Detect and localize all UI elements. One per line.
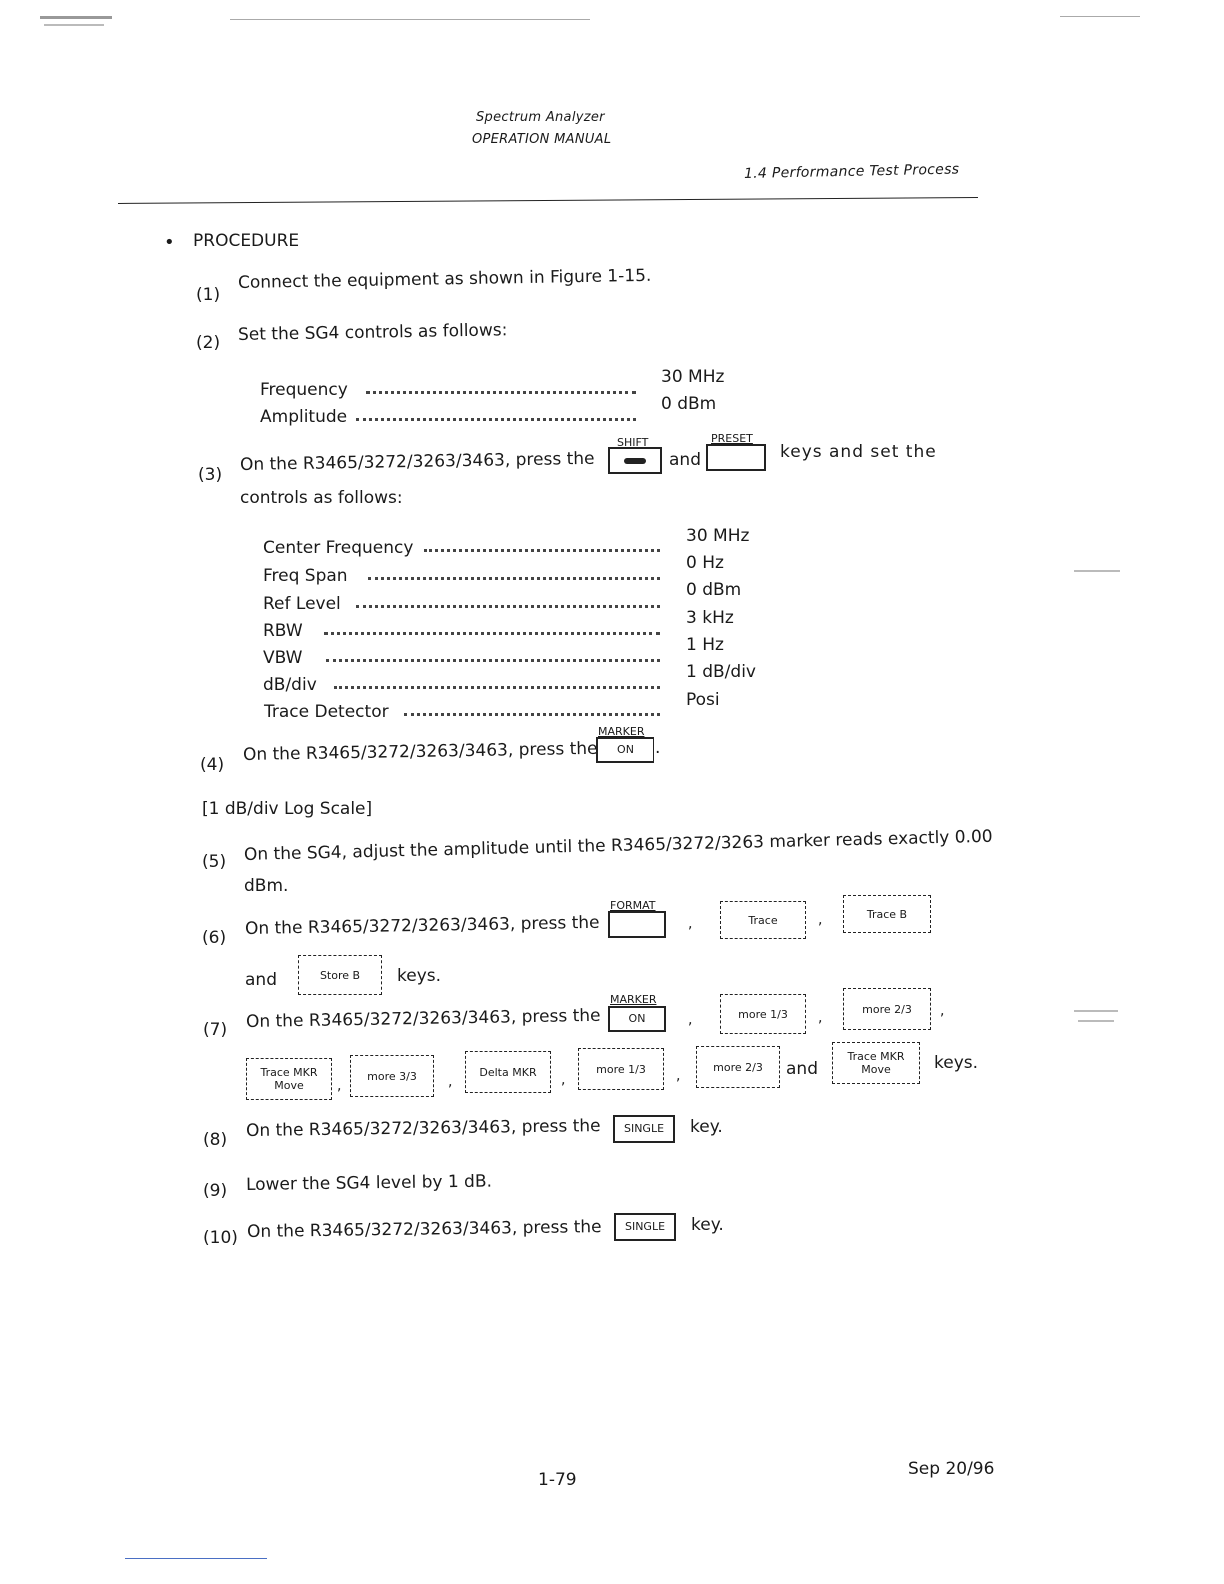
page-number: 1-79 xyxy=(538,1470,577,1490)
step-text: keys. xyxy=(397,966,442,986)
key-label: MARKER xyxy=(598,725,645,738)
step-text: Lower the SG4 level by 1 dB. xyxy=(245,1171,493,1195)
step-number: (3) xyxy=(198,465,223,485)
comma: , xyxy=(818,912,823,928)
shift-key[interactable] xyxy=(608,447,662,474)
step-number: (8) xyxy=(203,1130,228,1150)
setting-label: Frequency xyxy=(260,380,348,400)
softkey-trace-mkr-move[interactable] xyxy=(832,1042,920,1084)
key-label: MARKER xyxy=(610,993,657,1006)
setting-value: 0 dBm xyxy=(686,580,742,600)
setting-label: Center Frequency xyxy=(263,538,414,558)
setting-value: 0 dBm xyxy=(661,394,717,414)
softkey-label: Trace MKR xyxy=(260,1066,318,1079)
procedure-heading: PROCEDURE xyxy=(193,231,300,251)
softkey-trace-mkr-move[interactable] xyxy=(246,1058,332,1100)
setting-value: 1 dB/div xyxy=(686,662,756,682)
setting-label: dB/div xyxy=(263,675,317,695)
scan-noise xyxy=(230,19,590,20)
setting-value: 3 kHz xyxy=(686,608,734,628)
step-text: key. xyxy=(691,1215,724,1235)
step-text: Connect the equipment as shown in Figure 1-15. xyxy=(237,265,652,293)
comma: , xyxy=(940,1003,945,1019)
scan-noise xyxy=(1074,1010,1118,1012)
softkey-label: Move xyxy=(274,1079,304,1092)
step-number: (6) xyxy=(202,928,227,948)
softkey-more-1-3[interactable]: more 1/3 xyxy=(720,994,806,1034)
comma: , xyxy=(688,916,693,932)
key-label: PRESET xyxy=(711,432,753,445)
step-text: On the R3465/3272/3263/3463, press the xyxy=(246,1217,602,1242)
single-key[interactable]: SINGLE xyxy=(613,1115,675,1143)
and-text: and xyxy=(669,450,701,470)
step-text: dBm. xyxy=(244,876,289,896)
setting-label: Ref Level xyxy=(263,594,341,614)
softkey-trace[interactable]: Trace xyxy=(720,901,806,939)
softkey-more-2-3[interactable]: more 2/3 xyxy=(696,1046,780,1088)
format-key[interactable] xyxy=(608,911,666,938)
softkey-delta-mkr[interactable]: Delta MKR xyxy=(465,1051,551,1093)
softkey-trace-b[interactable]: Trace B xyxy=(843,895,931,933)
setting-value: 30 MHz xyxy=(686,526,750,546)
leader-dots xyxy=(356,404,636,421)
setting-label: Amplitude xyxy=(260,407,348,427)
and-text: and xyxy=(786,1059,818,1079)
scan-noise xyxy=(1074,570,1120,572)
softkey-store-b[interactable]: Store B xyxy=(298,955,382,995)
comma: , xyxy=(818,1010,823,1026)
leader-dots xyxy=(326,645,660,662)
period: . xyxy=(655,738,661,758)
step-number: (7) xyxy=(203,1020,228,1040)
leader-dots xyxy=(404,699,660,716)
scan-noise xyxy=(1078,1020,1114,1022)
step-text: keys. xyxy=(934,1053,979,1073)
setting-label: VBW xyxy=(263,648,303,668)
leader-dots xyxy=(356,591,660,608)
step-number: (5) xyxy=(202,852,227,872)
leader-dots xyxy=(334,672,660,689)
setting-value: Posi xyxy=(686,690,720,710)
step-text: key. xyxy=(690,1117,723,1137)
step-text: On the SG4, adjust the amplitude until the R3465/3272/3263 marker reads exactly 0.00 xyxy=(243,826,993,865)
marker-on-key[interactable]: ON xyxy=(608,1006,666,1032)
header-subtitle: OPERATION MANUAL xyxy=(472,132,612,147)
setting-label: RBW xyxy=(263,621,303,641)
date: Sep 20/96 xyxy=(908,1459,995,1479)
header-title: Spectrum Analyzer xyxy=(476,110,605,125)
single-key[interactable]: SINGLE xyxy=(614,1213,676,1241)
preset-key[interactable] xyxy=(706,444,766,471)
setting-value: 1 Hz xyxy=(686,635,724,655)
comma: , xyxy=(561,1072,566,1088)
softkey-label: Trace MKR xyxy=(847,1050,905,1063)
step-number: (1) xyxy=(196,285,221,305)
step-text: On the R3465/3272/3263/3463, press the xyxy=(244,912,600,939)
step-number: (4) xyxy=(200,755,225,775)
step-text: On the R3465/3272/3263/3463, press the xyxy=(245,1005,601,1032)
step-number: (9) xyxy=(203,1181,228,1201)
bullet: • xyxy=(164,232,175,253)
leader-dots xyxy=(324,618,660,635)
header-rule xyxy=(118,197,978,204)
softkey-more-3-3[interactable]: more 3/3 xyxy=(350,1055,434,1097)
leader-dots xyxy=(368,563,660,580)
footer-rule xyxy=(125,1558,267,1559)
step-number: (10) xyxy=(203,1228,238,1248)
softkey-more-1-3[interactable]: more 1/3 xyxy=(578,1048,664,1090)
key-label: FORMAT xyxy=(610,899,656,912)
scan-noise xyxy=(40,16,112,19)
comma: , xyxy=(688,1012,693,1028)
setting-label: Trace Detector xyxy=(264,702,389,722)
comma: , xyxy=(337,1078,342,1094)
step-text: keys and set the xyxy=(780,442,937,462)
setting-value: 30 MHz xyxy=(661,367,725,387)
step-text: On the R3465/3272/3263/3463, press the xyxy=(245,1116,601,1141)
subheading: [1 dB/div Log Scale] xyxy=(202,799,373,819)
section-title: 1.4 Performance Test Process xyxy=(743,161,960,182)
step-text: On the R3465/3272/3263/3463, press the xyxy=(239,448,595,475)
softkey-more-2-3[interactable]: more 2/3 xyxy=(843,988,931,1030)
key-label: SHIFT xyxy=(617,436,649,449)
leader-dots xyxy=(366,377,636,394)
shift-icon xyxy=(624,458,646,464)
scan-noise xyxy=(1060,16,1140,17)
setting-value: 0 Hz xyxy=(686,553,724,573)
step-text: Set the SG4 controls as follows: xyxy=(237,320,508,345)
comma: , xyxy=(676,1068,681,1084)
step-text: controls as follows: xyxy=(240,488,403,508)
step-number: (2) xyxy=(196,333,221,353)
softkey-label: Move xyxy=(861,1063,891,1076)
comma: , xyxy=(448,1074,453,1090)
scan-noise xyxy=(44,24,104,26)
leader-dots xyxy=(424,535,660,552)
setting-label: Freq Span xyxy=(263,566,348,586)
step-text: On the R3465/3272/3263/3463, press the xyxy=(242,738,598,765)
marker-on-key[interactable]: ON xyxy=(596,737,654,763)
and-text: and xyxy=(245,970,277,990)
